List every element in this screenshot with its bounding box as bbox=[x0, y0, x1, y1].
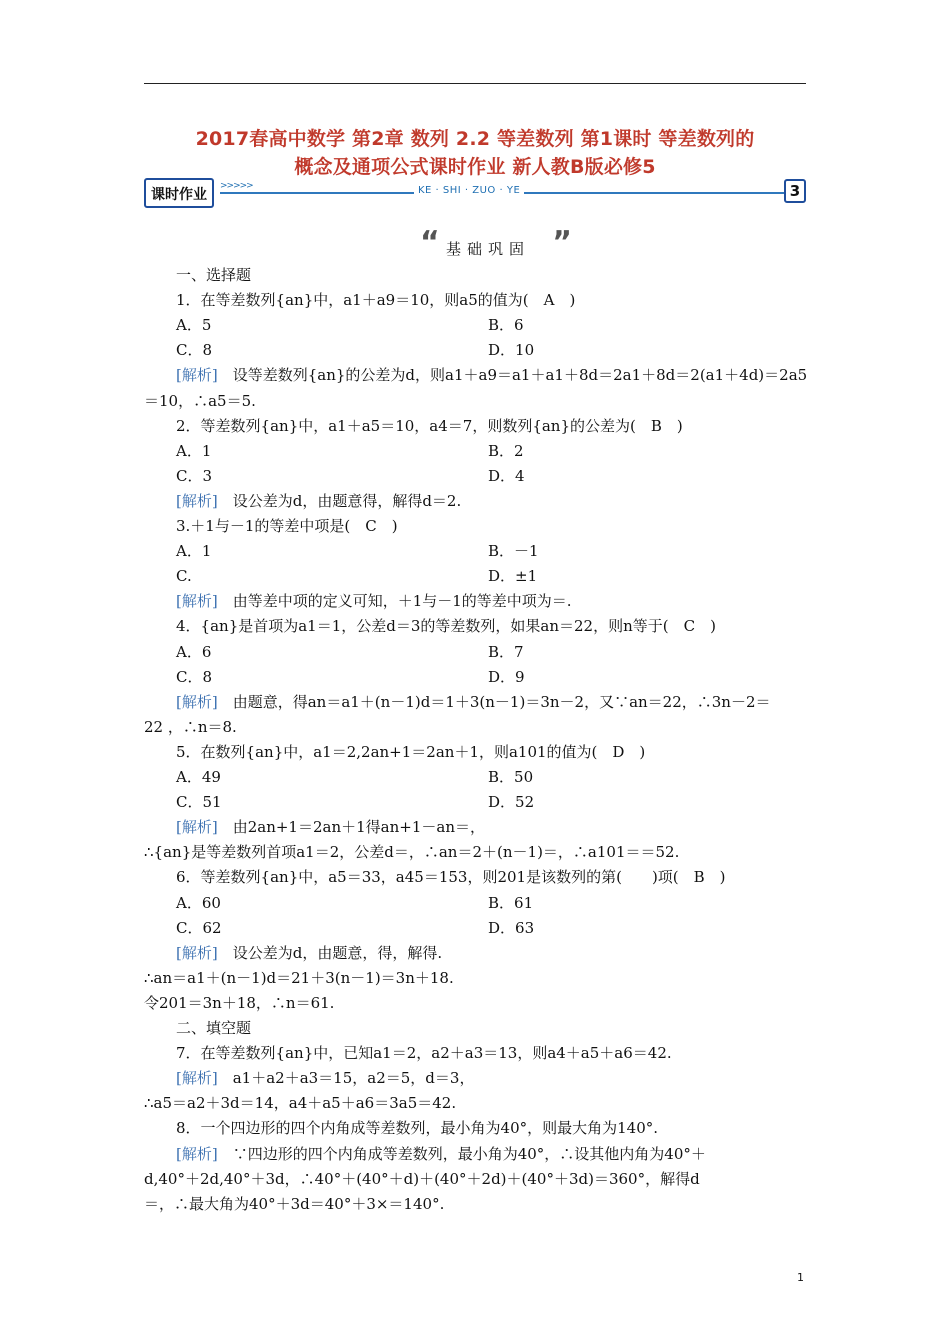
text-line: 一、选择题 bbox=[176, 266, 252, 284]
doc-title-line-2: 概念及通项公式课时作业 新人教B版必修5 bbox=[294, 156, 656, 178]
header-rule bbox=[144, 83, 806, 84]
solution-label: [解析] bbox=[176, 1145, 218, 1163]
option-right: D．4 bbox=[488, 467, 525, 485]
banner-number: 3 bbox=[784, 179, 806, 203]
text-line: C．8 bbox=[176, 668, 213, 686]
text-line: 5．在数列{an}中，a1＝2,2an+1＝2an＋1，则a101的值为( D ) bbox=[176, 743, 646, 761]
solution-label: [解析] bbox=[176, 1069, 218, 1087]
solution-line: [解析] 设公差为d，由题意，得，解得. bbox=[176, 944, 443, 962]
solution-line: [解析] 由2an+1＝2an＋1得an+1－an＝， bbox=[176, 818, 485, 836]
text-line: C．3 bbox=[176, 467, 213, 485]
text-line: C．8 bbox=[176, 341, 213, 359]
text-line: A．49 bbox=[176, 768, 221, 786]
option-right: B．6 bbox=[488, 316, 524, 334]
text-line: 4．{an}是首项为a1＝1，公差d＝3的等差数列，如果an＝22，则n等于( C ) bbox=[176, 617, 716, 635]
option-right: D．9 bbox=[488, 668, 525, 686]
doc-title-line-1: 2017春高中数学 第2章 数列 2.2 等差数列 第1课时 等差数列的 bbox=[195, 128, 755, 150]
open-quote-icon: “ bbox=[420, 225, 440, 260]
option-right: D．10 bbox=[488, 341, 535, 359]
text-line: 令201＝3n＋18，∴n＝61. bbox=[144, 994, 335, 1012]
option-right: D．±1 bbox=[488, 567, 538, 585]
section-title: 基础巩固 bbox=[446, 240, 531, 258]
close-quote-icon: ” bbox=[552, 225, 572, 260]
text-line: C. bbox=[176, 567, 192, 585]
text-line: A．1 bbox=[176, 442, 212, 460]
solution-label: [解析] bbox=[176, 492, 218, 510]
solution-label: [解析] bbox=[176, 366, 218, 384]
option-right: D．63 bbox=[488, 919, 535, 937]
text-line: ∴an＝a1＋(n－1)d＝21＋3(n－1)＝3n＋18. bbox=[144, 969, 454, 987]
text-line: A．60 bbox=[176, 894, 221, 912]
text-line: A．5 bbox=[176, 316, 212, 334]
solution-line: [解析] a1＋a2＋a3＝15，a2＝5，d＝3， bbox=[176, 1069, 475, 1087]
option-right: B．50 bbox=[488, 768, 534, 786]
text-line: ＝，∴最大角为40°＋3d＝40°＋3×＝140°. bbox=[144, 1195, 445, 1213]
solution-label: [解析] bbox=[176, 944, 218, 962]
text-line: C．62 bbox=[176, 919, 222, 937]
text-line: 3.＋1与－1的等差中项是( C ) bbox=[176, 517, 398, 535]
text-line: 2．等差数列{an}中，a1＋a5＝10，a4＝7，则数列{an}的公差为( B ) bbox=[176, 417, 683, 435]
option-right: B．7 bbox=[488, 643, 524, 661]
text-line: d,40°＋2d,40°＋3d，∴40°＋(40°＋d)＋(40°＋2d)＋(40°＋3d)＝360°，解得d bbox=[144, 1170, 700, 1188]
text-line: 8．一个四边形的四个内角成等差数列，最小角为40°，则最大角为140°. bbox=[176, 1119, 659, 1137]
text-line: A．1 bbox=[176, 542, 212, 560]
text-line: 6．等差数列{an}中，a5＝33，a45＝153，则201是该数列的第( )项( B ) bbox=[176, 868, 726, 886]
text-line: 1．在等差数列{an}中，a1＋a9＝10，则a5的值为( A ) bbox=[176, 291, 576, 309]
solution-line: [解析] 由题意，得an＝a1＋(n－1)d＝1＋3(n－1)＝3n－2，又∵an＝22，∴3n－2＝ bbox=[176, 693, 771, 711]
option-right: B．2 bbox=[488, 442, 524, 460]
solution-line: [解析] 设公差为d，由题意得，解得d＝2. bbox=[176, 492, 462, 510]
text-line: ＝10，∴a5＝5. bbox=[144, 392, 256, 410]
text-line: A．6 bbox=[176, 643, 212, 661]
banner-label: 课时作业 bbox=[144, 178, 214, 208]
text-line: 22 ，∴n＝8. bbox=[144, 718, 237, 736]
text-line: C．51 bbox=[176, 793, 222, 811]
text-line: 7．在等差数列{an}中，已知a1＝2，a2＋a3＝13，则a4＋a5＋a6＝42. bbox=[176, 1044, 672, 1062]
option-right: B．－1 bbox=[488, 542, 539, 560]
text-line: ∴{an}是等差数列首项a1＝2，公差d＝，∴an＝2＋(n－1)＝，∴a101＝＝52. bbox=[144, 843, 680, 861]
solution-line: [解析] 设等差数列{an}的公差为d，则a1＋a9＝a1＋a1＋8d＝2a1＋8d＝2(a1＋4d)＝2a5 bbox=[176, 366, 808, 384]
solution-line: [解析] 由等差中项的定义可知，＋1与－1的等差中项为＝. bbox=[176, 592, 572, 610]
banner-pinyin: KE · SHI · ZUO · YE bbox=[414, 185, 524, 196]
solution-label: [解析] bbox=[176, 693, 218, 711]
option-right: B．61 bbox=[488, 894, 534, 912]
homework-banner bbox=[144, 178, 806, 210]
text-line: 二、填空题 bbox=[176, 1019, 252, 1037]
section-heading bbox=[420, 225, 572, 260]
banner-arrows: >>>>> bbox=[220, 181, 253, 191]
text-line: ∴a5＝a2＋3d＝14，a4＋a5＋a6＝3a5＝42. bbox=[144, 1094, 457, 1112]
solution-label: [解析] bbox=[176, 592, 218, 610]
solution-label: [解析] bbox=[176, 818, 218, 836]
solution-line: [解析] ∵四边形的四个内角成等差数列，最小角为40°，∴设其他内角为40°＋ bbox=[176, 1145, 706, 1163]
option-right: D．52 bbox=[488, 793, 535, 811]
page-number: 1 bbox=[797, 1271, 804, 1284]
